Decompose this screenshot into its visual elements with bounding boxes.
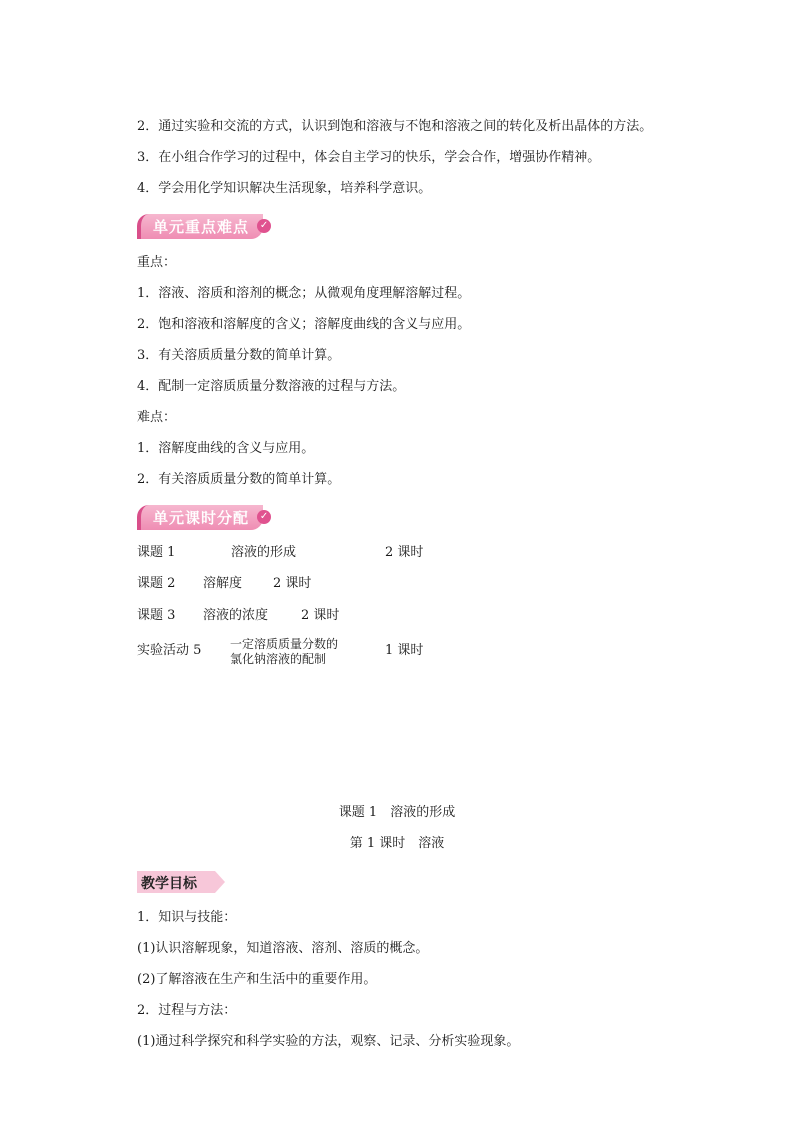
check-circle-icon: ✓ (257, 510, 271, 524)
lesson-name: 溶解度 (203, 576, 243, 591)
lesson-hours: 1 课时 (385, 643, 424, 658)
check-circle-icon: ✓ (257, 219, 271, 233)
lesson-number: 课题 1 (137, 545, 176, 560)
lesson-title: 课题 1 溶液的形成 (338, 805, 456, 820)
lesson-name-line2: 氯化钠溶液的配制 (230, 652, 327, 666)
key-point: 3．有关溶质质量分数的简单计算。 (137, 348, 341, 363)
section-badge-schedule (137, 505, 271, 529)
lesson-number: 课题 2 (137, 576, 176, 591)
teaching-goal-badge (137, 871, 225, 893)
difficult-point: 2．有关溶质质量分数的简单计算。 (137, 472, 341, 487)
goal-line: (1)认识溶解现象，知道溶液、溶剂、溶质的概念。 (137, 941, 429, 956)
intro-line: 4．学会用化学知识解决生活现象，培养科学意识。 (137, 181, 432, 196)
key-point: 4．配制一定溶质质量分数溶液的过程与方法。 (137, 379, 406, 394)
difficult-point: 1．溶解度曲线的含义与应用。 (137, 441, 315, 456)
intro-line: 2．通过实验和交流的方式，认识到饱和溶液与不饱和溶液之间的转化及析出晶体的方法。 (137, 119, 653, 134)
lesson-name: 溶液的形成 (231, 545, 297, 560)
lesson-number: 课题 3 (137, 608, 176, 623)
lesson-hours: 2 课时 (385, 545, 424, 560)
section-badge-key-difficult (137, 214, 271, 238)
section-title: 单元重点难点 (137, 214, 263, 239)
lesson-hours: 2 课时 (273, 576, 312, 591)
goal-line: 1．知识与技能： (137, 910, 237, 925)
teaching-goal-label: 教学目标 (141, 876, 197, 892)
difficult-points-label: 难点： (137, 410, 177, 425)
schedule-row (137, 637, 537, 670)
key-points-label: 重点： (137, 255, 177, 270)
lesson-name: 溶液的浓度 (203, 608, 269, 623)
lesson-hours: 2 课时 (301, 608, 340, 623)
lesson-name-line1: 一定溶质质量分数的 (230, 637, 339, 651)
key-point: 1．溶液、溶质和溶剂的概念；从微观角度理解溶解过程。 (137, 286, 471, 301)
goal-line: 2．过程与方法： (137, 1003, 237, 1018)
lesson-number: 实验活动 5 (137, 643, 202, 658)
schedule-row (137, 607, 537, 625)
intro-line: 3．在小组合作学习的过程中，体会自主学习的快乐，学会合作，增强协作精神。 (137, 150, 601, 165)
goal-line: (2)了解溶液在生产和生活中的重要作用。 (137, 972, 377, 987)
goal-line: (1)通过科学探究和科学实验的方法，观察、记录、分析实验现象。 (137, 1034, 520, 1049)
schedule-row (137, 544, 537, 562)
section-title: 单元课时分配 (137, 505, 263, 530)
lesson-subtitle: 第 1 课时 溶液 (349, 836, 445, 851)
key-point: 2．饱和溶液和溶解度的含义；溶解度曲线的含义与应用。 (137, 317, 471, 332)
schedule-row (137, 575, 537, 593)
